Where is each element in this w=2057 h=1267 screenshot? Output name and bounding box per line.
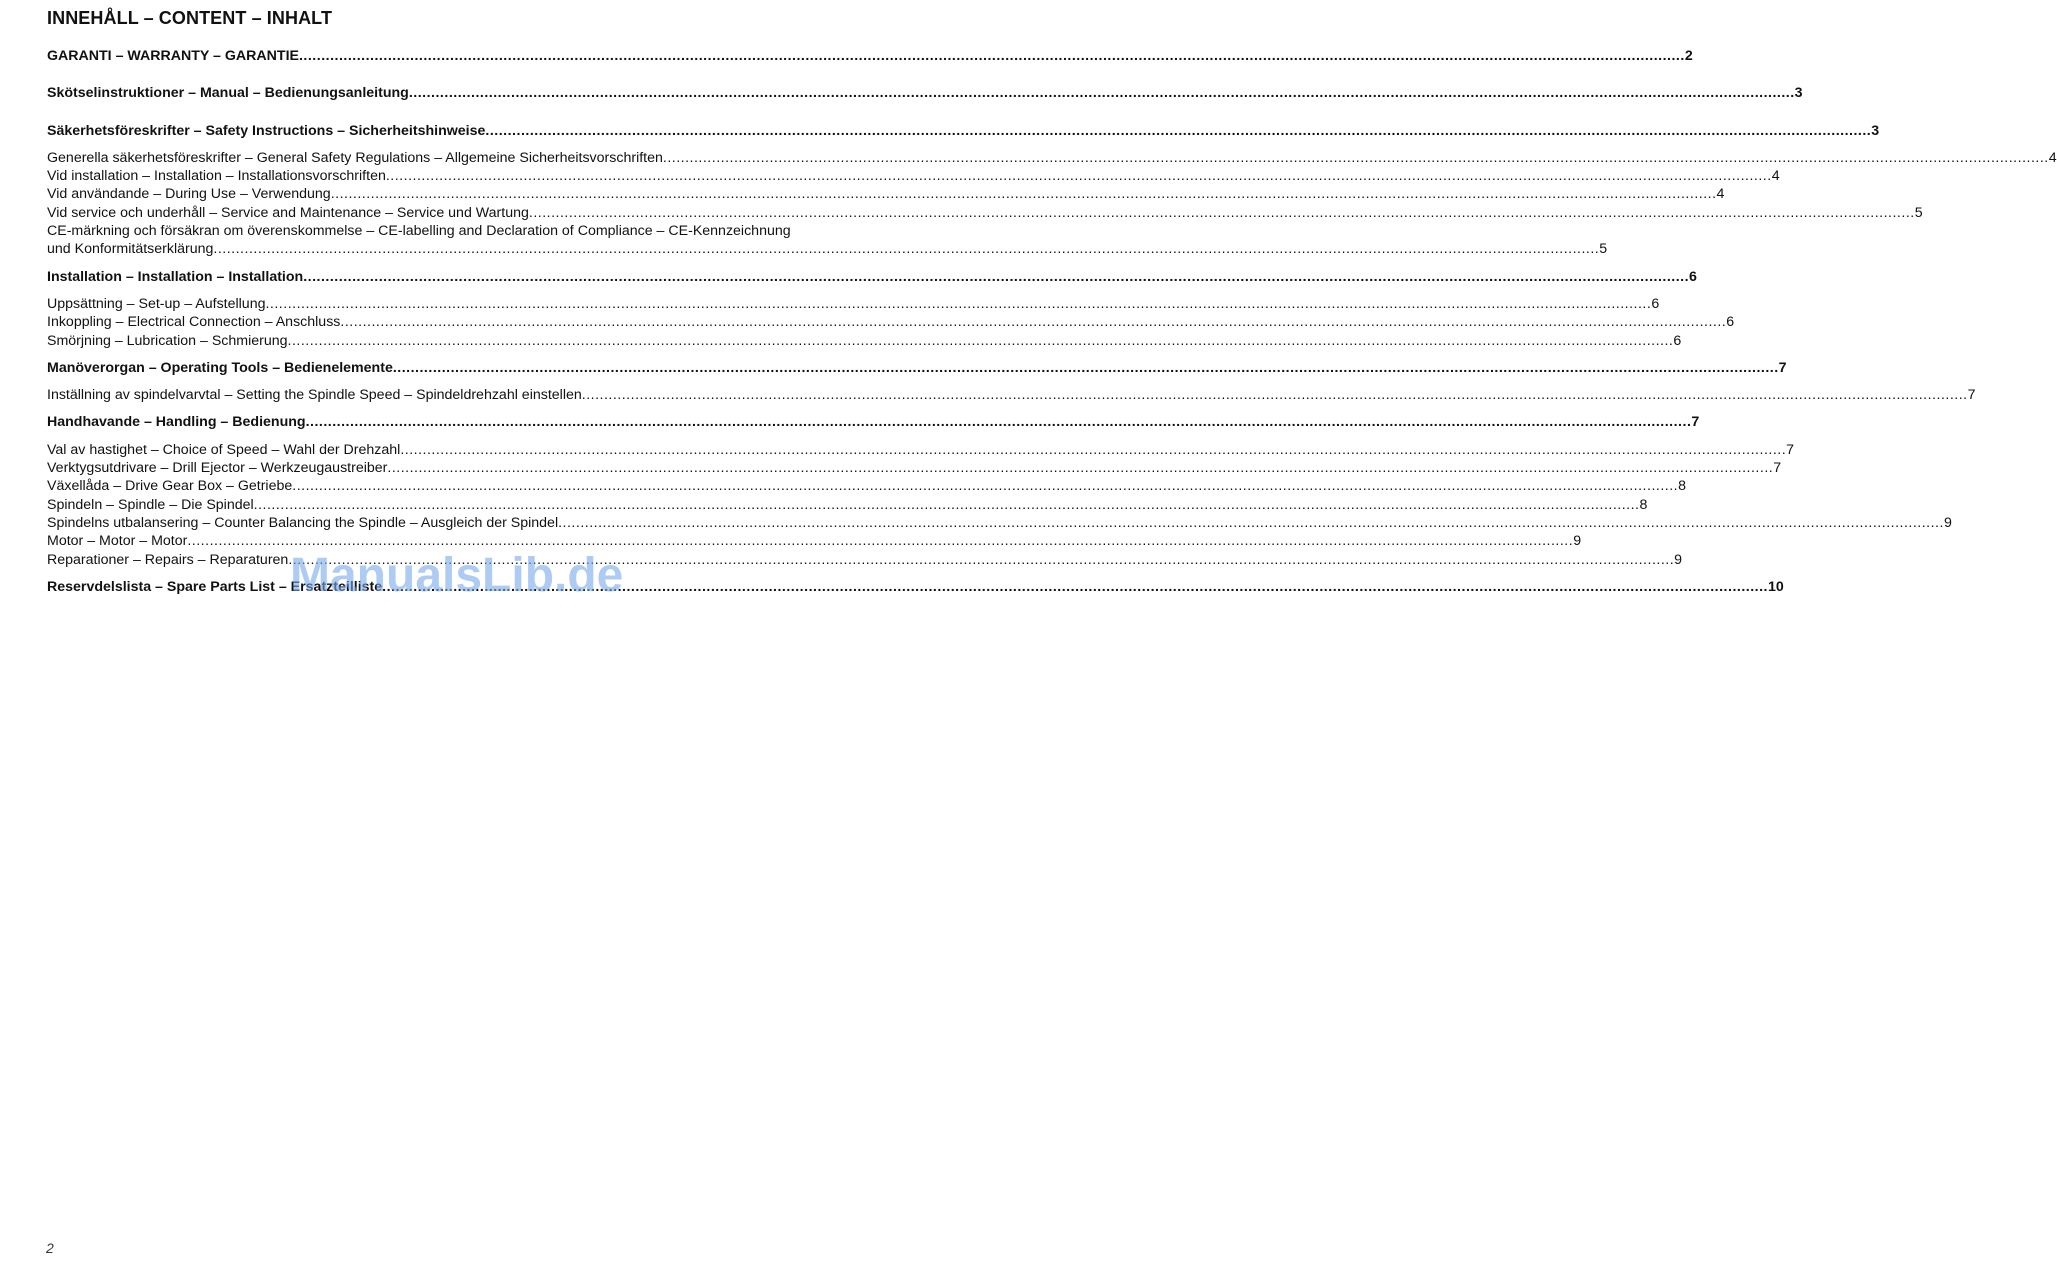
page-title: INNEHÅLL – CONTENT – INHALT [47, 8, 333, 28]
toc-entry-title: Reparationer – Repairs – Reparaturen [47, 551, 289, 568]
toc-dot-leader [393, 359, 1779, 377]
toc-entry-title: Smörjning – Lubrication – Schmierung [47, 332, 288, 349]
toc-entry[interactable] [47, 551, 1683, 569]
toc-entry-page: 7 [1691, 414, 1700, 431]
toc-dot-leader [288, 332, 1674, 350]
toc-entry-page: 5 [1914, 204, 1923, 221]
toc-entry-page: 5 [1599, 241, 1608, 258]
toc-entry-title: Val av hastighet – Choice of Speed – Wahl der Drehzahl [47, 441, 401, 458]
toc-entry-title: Vid installation – Installation – Installationsvorschriften [47, 168, 386, 185]
toc-entry-page: 6 [1651, 295, 1660, 312]
toc-entry-title: Säkerhetsföreskrifter – Safety Instructions – Sicherheitshinweise [47, 122, 486, 139]
toc-entry[interactable] [47, 532, 1582, 550]
toc-entry[interactable] [47, 240, 1608, 258]
toc-entry-page: 3 [1871, 122, 1880, 139]
toc-entry-page: 6 [1726, 314, 1735, 331]
toc-entry[interactable] [47, 496, 1648, 514]
toc-entry[interactable] [47, 122, 1880, 140]
toc-entry[interactable] [47, 514, 1952, 532]
toc-entry-page: 8 [1678, 478, 1686, 495]
toc-entry[interactable] [47, 459, 1782, 477]
toc-entry[interactable] [47, 268, 1697, 286]
toc-dot-leader [582, 386, 1968, 404]
toc-dot-leader [485, 122, 1871, 140]
toc-entry-page: 7 [1773, 460, 1782, 477]
toc-dot-leader [558, 514, 1944, 532]
toc-entry-title: Inställning av spindelvarvtal – Setting the Spindle Speed – Spindeldrehzahl einstellen [47, 387, 582, 404]
toc-entry-page: 4 [1771, 168, 1780, 185]
toc-dot-leader [303, 268, 1689, 286]
toc-dot-leader [529, 204, 1915, 222]
toc-entry[interactable] [47, 185, 1725, 203]
toc-entry-page: 9 [1943, 514, 1952, 531]
toc-dot-leader [265, 295, 1651, 313]
toc-entry[interactable] [47, 332, 1682, 350]
toc-entry[interactable] [47, 441, 1795, 459]
toc-dot-leader [213, 240, 1599, 258]
toc-dot-leader [299, 47, 1685, 65]
toc-entry-title: Manöverorgan – Operating Tools – Bedienelemente [47, 359, 393, 376]
toc-dot-leader [187, 532, 1573, 550]
toc-dot-leader [306, 413, 1692, 431]
toc-entry[interactable] [47, 47, 1693, 65]
toc-dot-leader [387, 459, 1773, 477]
toc-entry[interactable] [47, 477, 1686, 495]
toc-entry[interactable] [47, 295, 1660, 313]
toc-entry-title: Handhavande – Handling – Bedienung [47, 414, 306, 431]
toc-entry-page: 9 [1674, 551, 1683, 568]
toc-entry-page: 8 [1639, 496, 1648, 513]
toc-entry-title: Skötselinstruktioner – Manual – Bedienungsanleitung [47, 85, 409, 102]
toc-dot-leader [254, 496, 1640, 514]
toc-dot-leader [331, 185, 1717, 203]
toc-entry[interactable] [47, 313, 1735, 331]
toc-entry-title: Vid service och underhåll – Service and Maintenance – Service und Wartung [47, 204, 529, 221]
toc-entry-title: Spindeln – Spindle – Die Spindel [47, 496, 254, 513]
toc-entry[interactable] [47, 413, 1700, 431]
toc-dot-leader [400, 441, 1786, 459]
toc-entry[interactable] [47, 149, 2057, 167]
toc-dot-leader [288, 551, 1674, 569]
toc-entry-page: 7 [1967, 387, 1976, 404]
toc-entry-title: Reservdelslista – Spare Parts List – Ersatzteilliste [47, 578, 383, 595]
page-number: 2 [46, 1240, 54, 1256]
toc-dot-leader [340, 313, 1726, 331]
toc-entry-page: 4 [2048, 149, 2057, 166]
toc-entry-title: Inkoppling – Electrical Connection – Anschluss [47, 314, 341, 331]
toc-entry-title: Installation – Installation – Installation [47, 268, 304, 285]
watermark-logo: ManualsLib.de [290, 549, 624, 602]
toc-entry-title: Generella säkerhetsföreskrifter – General Safety Regulations – Allgemeine Sicherheitsvorschriften [47, 149, 663, 166]
toc-entry[interactable] [47, 167, 1780, 185]
toc-entry-page: 3 [1794, 85, 1803, 102]
toc-entry-page: 7 [1786, 441, 1795, 458]
toc-entry-title: Verktygsutdrivare – Drill Ejector – Werkzeugaustreiber [47, 460, 388, 477]
toc-dot-leader [292, 477, 1678, 495]
toc-dot-leader [382, 578, 1768, 596]
toc-dot-leader [663, 149, 2049, 167]
toc-entry-title: GARANTI – WARRANTY – GARANTIE [47, 48, 299, 64]
table-of-contents [47, 47, 2057, 596]
toc-entry-title: Växellåda – Drive Gear Box – Getriebe [47, 478, 293, 495]
toc-entry[interactable] [47, 84, 1803, 102]
toc-entry-title: Spindelns utbalansering – Counter Balancing the Spindle – Ausgleich der Spindel [47, 514, 559, 531]
toc-entry-page: 7 [1778, 359, 1787, 376]
toc-entry[interactable] [47, 578, 1784, 596]
toc-dot-leader [386, 167, 1772, 185]
toc-entry-title: Uppsättning – Set-up – Aufstellung [47, 295, 266, 312]
toc-entry-line: CE-märkning och försäkran om överenskommelse – CE-labelling and Declaration of Compliance – CE-Kennzeichnung [47, 223, 791, 240]
toc-entry-page: 6 [1689, 268, 1697, 285]
toc-entry-title: Motor – Motor – Motor [47, 533, 188, 550]
toc-entry-page: 6 [1673, 332, 1682, 349]
toc-entry-title: und Konformitätserklärung [47, 241, 214, 258]
toc-entry-title: Vid användande – During Use – Verwendung [47, 186, 331, 203]
toc-entry[interactable] [47, 204, 1923, 222]
toc-dot-leader [409, 84, 1795, 102]
toc-entry-page: 4 [1716, 186, 1725, 203]
toc-entry[interactable] [47, 386, 1976, 404]
toc-entry-page: 9 [1573, 533, 1582, 550]
toc-entry-page: 10 [1767, 578, 1784, 595]
toc-entry-page: 2 [1684, 48, 1693, 64]
toc-entry[interactable] [47, 359, 1787, 377]
